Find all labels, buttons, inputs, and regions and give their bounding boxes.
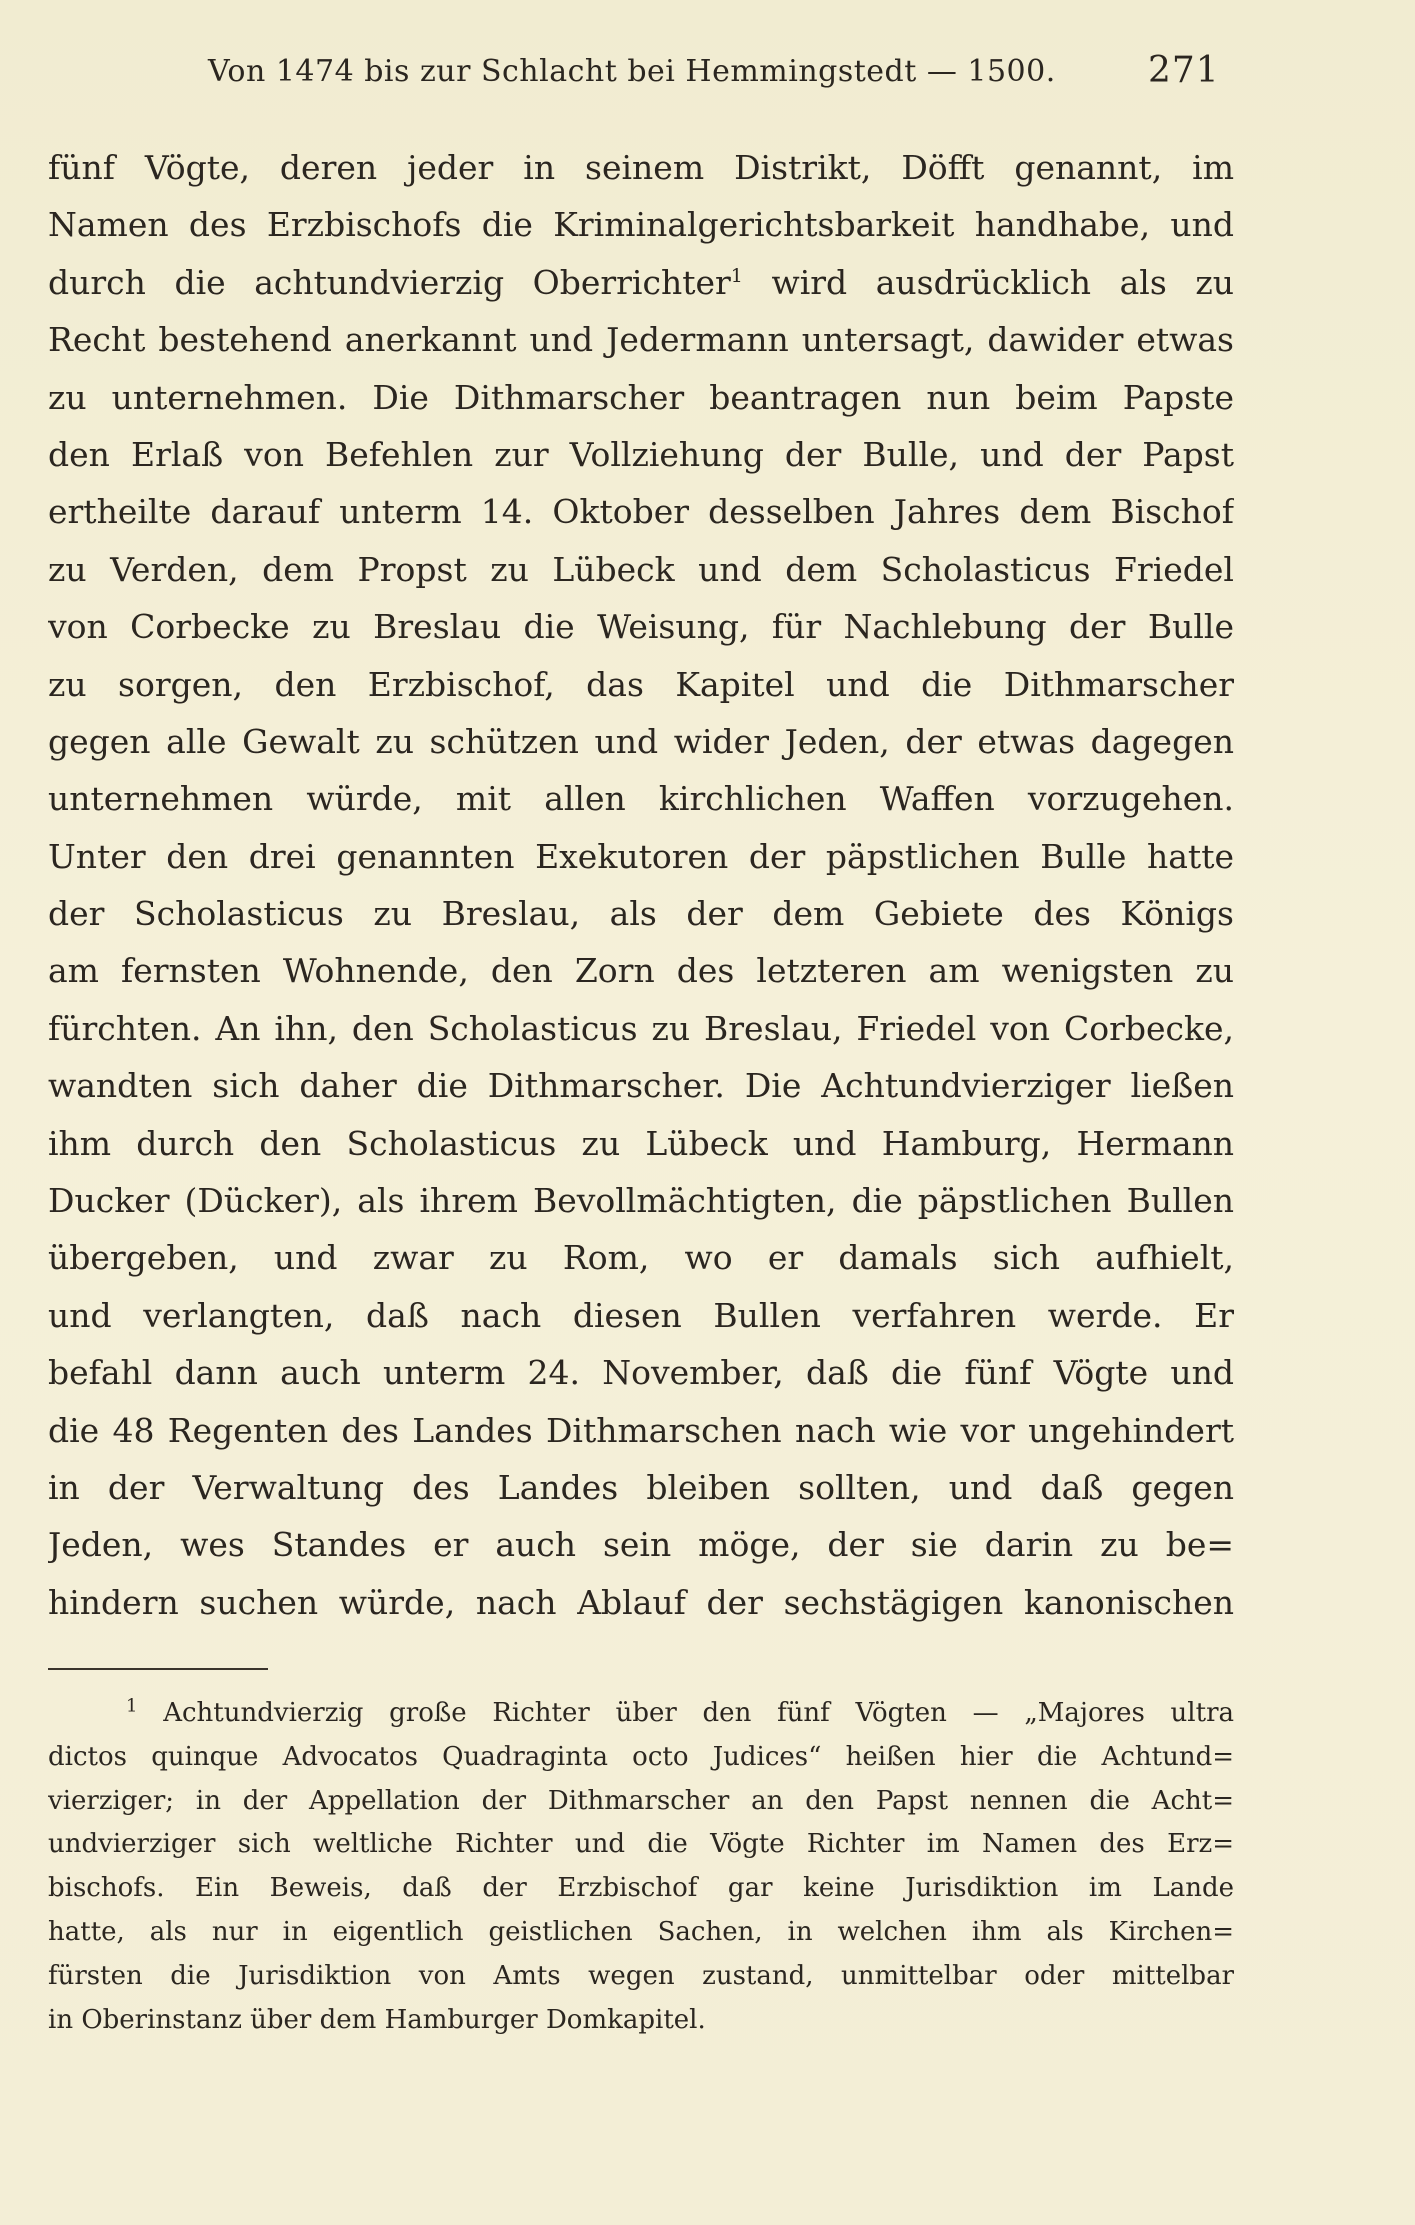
footnote [48,1692,1234,2042]
text-line: ihm durch den Scholasticus zu Lübeck und Hamburg, Hermann [48,1123,1234,1163]
text-line: gegen alle Gewalt zu schützen und wider Jeden, der etwas dagegen [48,721,1234,761]
footnote-line: bischofs. Ein Beweis, daß der Erzbischof gar keine Jurisdiktion im Lande [48,1873,1234,1904]
footnote-text: Achtundvierzig große Richter über den fünf Vögten — „Majores ultra [163,1698,1234,1728]
text-line: von Corbecke zu Breslau die Weisung, für Nachlebung der Bulle [48,607,1234,647]
text-line: Unter den drei genannten Exekutoren der päpstlichen Bulle hatte [48,836,1234,876]
text-line: fürchten. An ihn, den Scholasticus zu Breslau, Friedel von Corbecke, [48,1008,1234,1048]
text-line: zu Verden, dem Propst zu Lübeck und dem Scholasticus Friedel [48,549,1234,589]
text-line: fünf Vögte, deren jeder in seinem Distrikt, Döfft genannt, im [48,148,1234,187]
text-line [48,254,1234,311]
text-fragment: durch die achtundvierzig Oberrichter [48,262,731,302]
running-head [48,50,1238,100]
text-line: Jeden, wes Standes er auch sein möge, der sie darin zu be= [48,1525,1234,1565]
text-line: in der Verwaltung des Landes bleiben sollten, und daß gegen [48,1467,1234,1507]
footnote-line: hatte, als nur in eigentlich geistlichen Sachen, in welchen ihm als Kirchen= [48,1916,1234,1947]
text-line: Ducker (Dücker), als ihrem Bevollmächtigten, die päpstlichen Bullen [48,1181,1234,1221]
text-line: und verlangten, daß nach diesen Bullen verfahren werde. Er [48,1295,1234,1335]
footnote-line [48,1692,1234,1736]
footnote-line: vierziger; in der Appellation der Dithmarscher an den Papst nennen die Acht= [48,1785,1234,1816]
text-line: die 48 Regenten des Landes Dithmarschen nach wie vor ungehindert [48,1410,1234,1450]
footnote-line: fürsten die Jurisdiktion von Amts wegen zustand, unmittelbar oder mittelbar [48,1960,1234,1991]
footnote-line: dictos quinque Advocatos Quadraginta octo Judices“ heißen hier die Achtund= [48,1741,1234,1772]
text-line: zu unternehmen. Die Dithmarscher beantragen nun beim Papste [48,377,1234,417]
text-line: am fernsten Wohnende, den Zorn des letzteren am wenigsten zu [48,951,1234,991]
text-line: Namen des Erzbischofs die Kriminalgerichtsbarkeit handhabe, und [48,205,1234,245]
footnote-marker: 1 [126,1695,138,1717]
footnote-reference[interactable]: 1 [730,264,743,287]
main-text [48,139,1234,1631]
text-line: wandten sich daher die Dithmarscher. Die Achtundvierziger ließen [48,1066,1234,1106]
text-line: den Erlaß von Befehlen zur Vollziehung der Bulle, und der Papst [48,434,1234,474]
page-number: 271 [1148,50,1220,91]
running-head-title: Von 1474 bis zur Schlacht bei Hemmingstedt — 1500. [208,54,1056,89]
text-line: unternehmen würde, mit allen kirchlichen Waffen vorzugehen. [48,779,1234,819]
footnote-divider [48,1668,268,1670]
footnote-line: in Oberinstanz über dem Hamburger Domkapitel. [48,2004,706,2035]
text-line: zu sorgen, den Erzbischof, das Kapitel und die Dithmarscher [48,664,1234,704]
text-line: der Scholasticus zu Breslau, als der dem Gebiete des Königs [48,894,1234,934]
footnote-line: undvierziger sich weltliche Richter und die Vögte Richter im Namen des Erz= [48,1829,1234,1860]
text-line: ertheilte darauf unterm 14. Oktober desselben Jahres dem Bischof [48,492,1234,532]
text-line: befahl dann auch unterm 24. November, daß die fünf Vögte und [48,1353,1234,1393]
text-line: hindern suchen würde, nach Ablauf der sechstägigen kanonischen [48,1582,1234,1622]
text-fragment: wird ausdrücklich als zu [742,262,1234,302]
text-line: übergeben, und zwar zu Rom, wo er damals sich aufhielt, [48,1238,1234,1278]
text-line: Recht bestehend anerkannt und Jedermann untersagt, dawider etwas [48,320,1234,360]
